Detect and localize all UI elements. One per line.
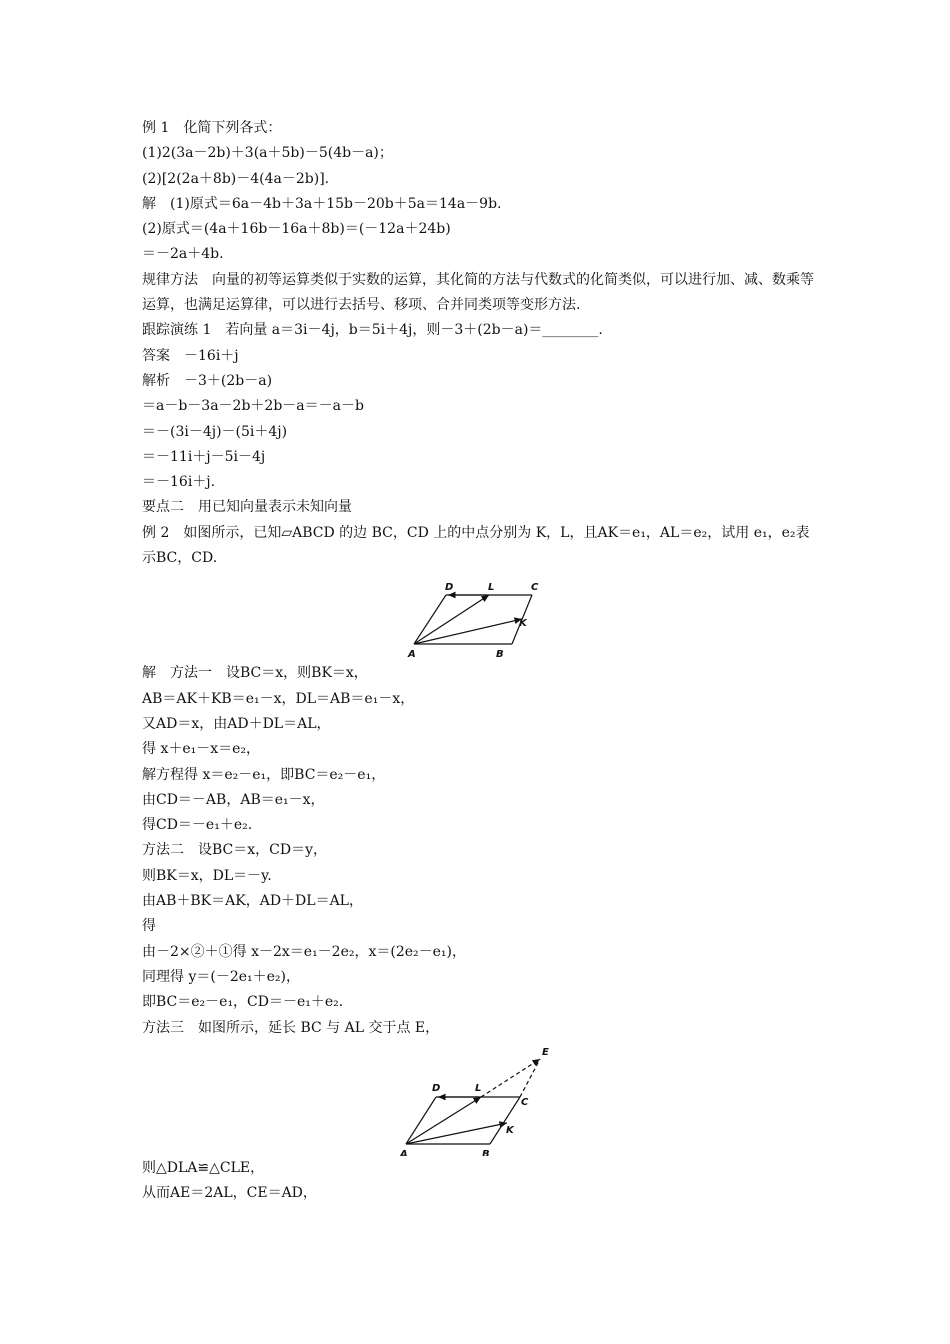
text-block-example-1 bbox=[142, 116, 822, 571]
text-line: 解 方法一 设BC＝x，则BK＝x， bbox=[142, 665, 368, 682]
text-line: 方法二 设BC＝x，CD＝y， bbox=[142, 842, 328, 859]
parallelogram-abcd bbox=[414, 595, 532, 644]
parallelogram-figure-2 bbox=[142, 1041, 822, 1156]
point-l-label: L bbox=[488, 582, 495, 594]
text-line: 解 (1)原式＝6a－4b＋3a＋15b－20b＋5a＝14a－9b. bbox=[142, 195, 502, 212]
text-line: ＝－2a＋4b. bbox=[142, 246, 224, 263]
document-page bbox=[142, 116, 822, 1206]
text-line: 由－2×②＋①得 x－2x＝e₁－2e₂，x＝(2e₂－e₁)， bbox=[142, 943, 467, 960]
fig2-point-d-label: D bbox=[432, 1082, 441, 1094]
text-line: AB＝AK＋KB＝e₁－x，DL＝AB＝e₁－x， bbox=[142, 690, 415, 707]
point-b-label: B bbox=[496, 649, 504, 661]
text-line: 从而AE＝2AL，CE＝AD， bbox=[142, 1185, 317, 1202]
text-line: 即BC＝e₂－e₁，CD＝－e₁＋e₂. bbox=[142, 994, 344, 1011]
text-line: 方法三 如图所示，延长 BC 与 AL 交于点 E， bbox=[142, 1019, 440, 1036]
fig2-point-e-label: E bbox=[542, 1046, 549, 1058]
text-block-method-3 bbox=[142, 1156, 822, 1207]
fig2-point-a-label: A bbox=[400, 1148, 408, 1156]
point-a-label: A bbox=[408, 649, 416, 661]
text-line: (1)2(3a－2b)＋3(a＋5b)－5(4b－a)； bbox=[142, 145, 393, 162]
text-line: 得 x＋e₁－x＝e₂， bbox=[142, 741, 261, 758]
point-d-label: D bbox=[445, 582, 454, 594]
text-line: ＝a－b－3a－2b＋2b－a＝－a－b bbox=[142, 398, 364, 415]
text-line: 同理得 y＝(－2e₁＋e₂)， bbox=[142, 968, 300, 985]
text-line: 跟踪演练 1 若向量 a＝3i－4j，b＝5i＋4j，则－3＋(2b－a)＝________. bbox=[142, 322, 603, 339]
text-line: 例 1 化简下列各式： bbox=[142, 120, 282, 136]
text-line: (2)[2(2a＋8b)－4(4a－2b)]. bbox=[142, 170, 330, 187]
fig2-point-k-label: K bbox=[506, 1124, 514, 1136]
text-line: 要点二 用已知向量表示未知向量 bbox=[142, 499, 352, 516]
text-line: 例 2 如图所示，已知▱ABCD 的边 BC，CD 上的中点分别为 K，L，且AK＝e₁，AL＝e₂，试用 e₁，e₂表示BC，CD. bbox=[142, 524, 810, 567]
text-line: 得CD＝－e₁＋e₂. bbox=[142, 817, 253, 834]
fig2-point-c-label: C bbox=[521, 1096, 529, 1108]
figure-2-svg bbox=[142, 1041, 822, 1156]
text-block-solution bbox=[142, 661, 822, 1040]
text-line: 由AB＋BK＝AK，AD＋DL＝AL， bbox=[142, 893, 363, 910]
parallelogram-abcd-extended bbox=[406, 1059, 540, 1144]
text-line: ＝－(3i－4j)－(5i＋4j) bbox=[142, 423, 288, 440]
point-c-label: C bbox=[531, 582, 539, 594]
text-line: 则BK＝x，DL＝－y. bbox=[142, 867, 272, 884]
parallelogram-figure-1 bbox=[142, 571, 822, 661]
text-line: 答案 －16i＋j bbox=[142, 347, 239, 364]
text-line: 由CD＝－AB，AB＝e₁－x， bbox=[142, 791, 325, 808]
fig2-point-b-label: B bbox=[482, 1148, 490, 1156]
text-line: 解析 －3＋(2b－a) bbox=[142, 372, 273, 389]
text-line: 解方程得 x＝e₂－e₁，即BC＝e₂－e₁， bbox=[142, 766, 386, 783]
text-line: 得 bbox=[142, 918, 156, 935]
text-line: 又AD＝x，由AD＋DL＝AL， bbox=[142, 715, 331, 732]
text-line: ＝－16i＋j. bbox=[142, 474, 216, 491]
fig2-point-l-label: L bbox=[475, 1082, 482, 1094]
figure-1-svg bbox=[142, 571, 822, 661]
point-k-label: K bbox=[519, 618, 527, 630]
text-line: (2)原式＝(4a＋16b－16a＋8b)＝(－12a＋24b) bbox=[142, 221, 451, 238]
text-line: ＝－11i＋j－5i－4j bbox=[142, 448, 266, 465]
text-line: 规律方法 向量的初等运算类似于实数的运算，其化简的方法与代数式的化简类似，可以进行加、减、数乘等运算，也满足运算律，可以进行去括号、移项、合并同类项等变形方法. bbox=[142, 271, 814, 314]
text-line: 则△DLA≌△CLE， bbox=[142, 1159, 265, 1176]
